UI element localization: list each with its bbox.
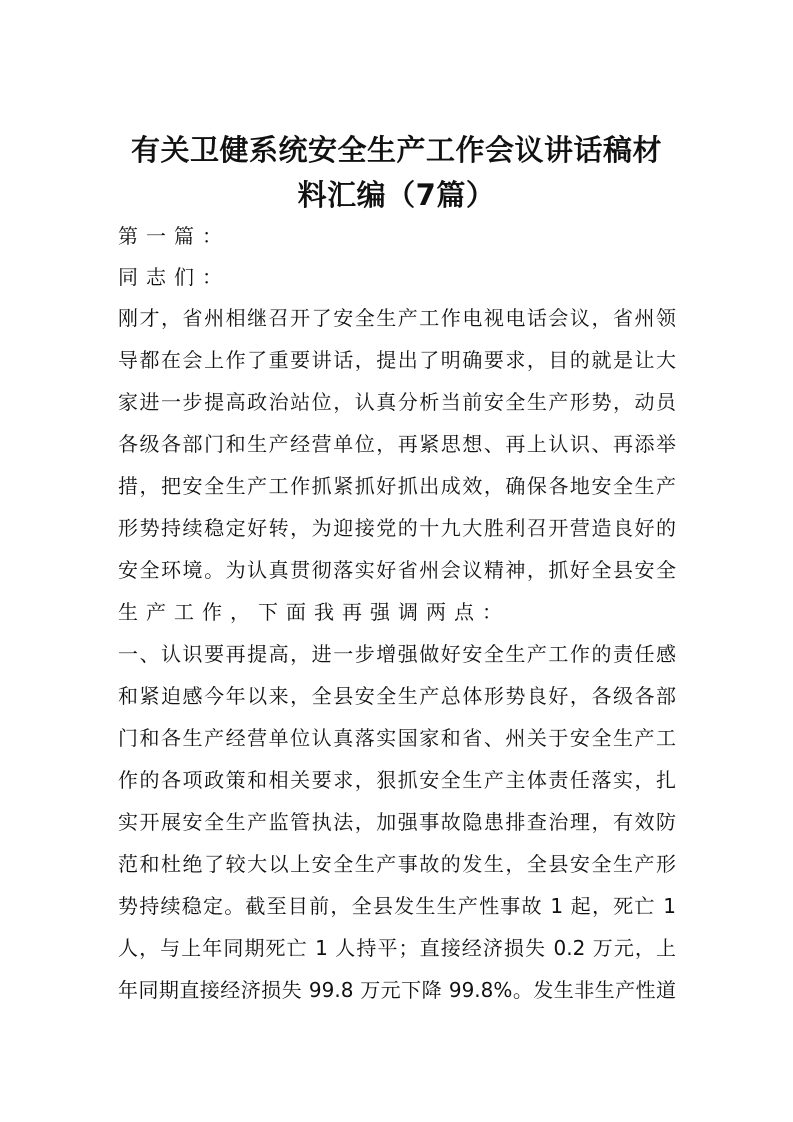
body-line: 措，把安全生产工作抓紧抓好抓出成效，确保各地安全生产: [118, 474, 676, 498]
body-line: 形势持续稳定好转，为迎接党的十九大胜利召开营造良好的: [118, 516, 676, 540]
body-line: 实开展安全生产监管执法，加强事故隐患排查治理，有效防: [118, 810, 676, 834]
document-title-line-2: 料汇编（7篇）: [297, 178, 496, 212]
body-line: 导都在会上作了重要讲话，提出了明确要求，目的就是让大: [118, 348, 676, 372]
body-line: 家进一步提高政治站位，认真分析当前安全生产形势，动员: [118, 390, 676, 414]
body-line: 门和各生产经营单位认真落实国家和省、州关于安全生产工: [118, 726, 676, 750]
body-line: 生产工作，下面我再强调两点：: [118, 600, 510, 624]
body-line: 一、认识要再提高，进一步增强做好安全生产工作的责任感: [118, 642, 676, 666]
body-line: 作的各项政策和相关要求，狠抓安全生产主体责任落实，扎: [118, 768, 676, 792]
body-line: 和紧迫感今年以来，全县安全生产总体形势良好，各级各部: [118, 684, 676, 708]
document-title-line-1: 有关卫健系统安全生产工作会议讲话稿材: [130, 133, 662, 167]
section-heading: 第一篇：: [118, 224, 230, 248]
body-line: 年同期直接经济损失 99.8 万元下降 99.8%。发生非生产性道: [118, 978, 676, 1002]
salutation: 同志们：: [118, 265, 230, 289]
body-line: 人，与上年同期死亡 1 人持平；直接经济损失 0.2 万元，上: [118, 936, 676, 960]
body-line: 势持续稳定。截至目前，全县发生生产性事故 1 起，死亡 1: [118, 894, 676, 918]
body-line: 刚才，省州相继召开了安全生产工作电视电话会议，省州领: [118, 306, 676, 330]
body-line: 范和杜绝了较大以上安全生产事故的发生，全县安全生产形: [118, 852, 676, 876]
body-line: 安全环境。为认真贯彻落实好省州会议精神，抓好全县安全: [118, 558, 676, 582]
body-line: 各级各部门和生产经营单位，再紧思想、再上认识、再添举: [118, 432, 676, 456]
